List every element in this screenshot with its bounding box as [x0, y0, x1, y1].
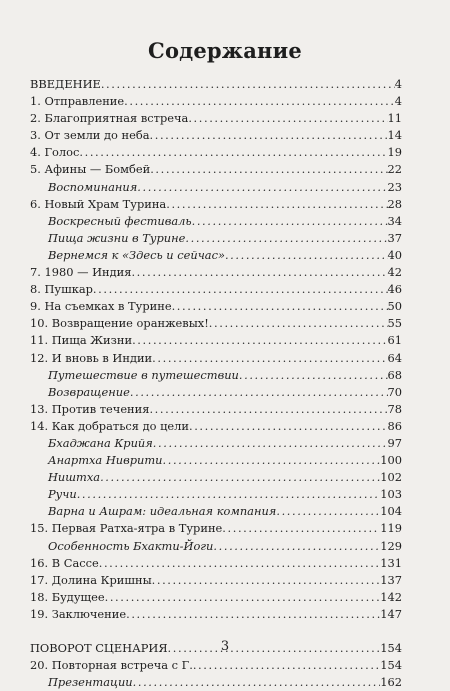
toc-leader [189, 418, 388, 435]
toc-leader [153, 435, 388, 452]
toc-page-number: 78 [387, 401, 402, 416]
toc-entry-label: Бхаджана Крийя [48, 435, 153, 450]
toc-entry-label: Ручи [48, 487, 77, 502]
toc-entry-label: Пища жизни в Турине [48, 230, 186, 245]
toc-leader [150, 127, 388, 144]
toc-leader [163, 452, 381, 469]
toc-page-number: 142 [380, 589, 402, 604]
toc-page-number: 86 [387, 418, 402, 433]
toc-entry-label: 18. Будущее [30, 589, 105, 604]
toc-leader [222, 520, 380, 537]
page-title: Содержание [148, 38, 302, 63]
toc-entry[interactable] [30, 76, 402, 93]
toc-entry-label: Анартха Ниврити [48, 453, 163, 468]
toc-leader [239, 367, 388, 384]
toc-entry-label: 20. Повторная встреча с Г. [30, 658, 193, 673]
toc-page-number: 61 [387, 333, 402, 348]
toc-page-number: 4 [394, 77, 402, 91]
toc-subentry[interactable] [30, 469, 402, 486]
toc-leader [213, 538, 380, 555]
toc-entry-label: 14. Как добраться до цели [30, 418, 189, 433]
toc-entry[interactable] [30, 350, 402, 367]
toc-entry-label: 11. Пища Жизни [30, 333, 133, 348]
toc-leader [166, 196, 387, 213]
toc-entry-label: Ништха [48, 470, 101, 485]
toc-page-number: 154 [380, 658, 402, 673]
toc-entry[interactable] [30, 572, 402, 589]
toc-entry-label: Возвращение [48, 384, 130, 399]
toc-subentry[interactable] [30, 247, 402, 264]
toc-entry-label: 19. Заключение [30, 606, 127, 621]
toc-leader [149, 401, 387, 418]
page-number: 3 [220, 639, 230, 654]
toc-entry-label: 8. Пушкар [30, 282, 93, 297]
toc-page-number: 154 [380, 641, 402, 655]
toc-leader [188, 110, 387, 127]
toc-leader [130, 384, 388, 401]
toc-page-number: 64 [387, 350, 402, 365]
toc-entry-label: Презентации [48, 675, 133, 690]
toc-entry[interactable] [30, 196, 402, 213]
toc-entry[interactable] [30, 520, 402, 537]
toc-subentry[interactable] [30, 384, 402, 401]
toc-subentry[interactable] [30, 435, 402, 452]
table-of-contents [30, 76, 402, 691]
toc-leader [79, 144, 387, 161]
toc-entry[interactable] [30, 315, 402, 332]
toc-entry-label: Воспоминания [48, 179, 138, 194]
toc-entry[interactable] [30, 555, 402, 572]
toc-leader [100, 469, 380, 486]
toc-entry[interactable] [30, 264, 402, 281]
toc-leader [126, 606, 380, 623]
toc-page-number: 97 [387, 435, 402, 450]
toc-subentry[interactable] [30, 367, 402, 384]
toc-leader [105, 589, 381, 606]
toc-subentry[interactable] [30, 674, 402, 691]
toc-page-number: 103 [380, 487, 402, 502]
toc-leader [133, 674, 381, 691]
toc-leader [101, 76, 395, 93]
toc-page-number: 4 [394, 94, 402, 109]
toc-entry-label: 13. Против течения [30, 401, 150, 416]
toc-page-number: 131 [380, 555, 402, 570]
toc-entry[interactable] [30, 127, 402, 144]
toc-page-number: 14 [387, 128, 402, 143]
toc-subentry[interactable] [30, 179, 402, 196]
toc-subentry[interactable] [30, 452, 402, 469]
toc-entry-label: 12. И вновь в Индии [30, 350, 153, 365]
toc-entry-label: 7. 1980 — Индия [30, 265, 132, 280]
toc-entry[interactable] [30, 144, 402, 161]
toc-page-number: 23 [387, 179, 402, 194]
toc-subentry[interactable] [30, 538, 402, 555]
toc-leader [185, 230, 387, 247]
toc-leader [77, 486, 381, 503]
toc-entry-label: Особенность Бхакти-Йоги [48, 538, 214, 553]
toc-page-number: 22 [387, 162, 402, 177]
toc-entry-label: ПОВОРОТ СЦЕНАРИЯ [30, 641, 168, 655]
toc-leader [193, 657, 380, 674]
toc-subentry[interactable] [30, 213, 402, 230]
toc-leader [152, 350, 387, 367]
toc-entry-label: 10. Возвращение оранжевых! [30, 316, 209, 331]
toc-entry-label: 4. Голос [30, 145, 80, 160]
toc-entry[interactable] [30, 110, 402, 127]
toc-page-number: 55 [387, 316, 402, 331]
toc-entry[interactable] [30, 161, 402, 178]
toc-page-number: 137 [380, 572, 402, 587]
toc-entry[interactable] [30, 281, 402, 298]
toc-entry-label: 17. Долина Кришны [30, 572, 152, 587]
toc-page-number: 102 [380, 470, 402, 485]
toc-page-number: 19 [387, 145, 402, 160]
toc-subentry[interactable] [30, 230, 402, 247]
toc-leader [192, 213, 388, 230]
toc-entry-label: Воскресный фестиваль [48, 213, 192, 228]
toc-leader [124, 93, 395, 110]
toc-leader [150, 161, 387, 178]
toc-page-number: 28 [387, 196, 402, 211]
toc-page-number: 46 [387, 282, 402, 297]
toc-leader [225, 247, 388, 264]
toc-entry-label: 5. Афины — Бомбей [30, 162, 151, 177]
toc-leader [93, 281, 388, 298]
toc-page-number: 70 [387, 384, 402, 399]
toc-entry[interactable] [30, 298, 402, 315]
toc-page-number: 40 [387, 247, 402, 262]
toc-entry[interactable] [30, 657, 402, 674]
toc-leader [99, 555, 381, 572]
toc-entry-label: 3. От земли до неба [30, 128, 150, 143]
toc-leader [276, 503, 380, 520]
toc-page-number: 147 [380, 606, 402, 621]
toc-leader [152, 572, 381, 589]
toc-entry[interactable] [30, 93, 402, 110]
toc-page-number: 34 [387, 213, 402, 228]
toc-subentry[interactable] [30, 486, 402, 503]
toc-entry[interactable] [30, 606, 402, 623]
toc-leader [137, 179, 387, 196]
toc-page-number: 37 [387, 230, 402, 245]
toc-entry-label: 6. Новый Храм Турина [30, 196, 167, 211]
toc-page-number: 119 [380, 521, 402, 536]
toc-page-number: 68 [387, 367, 402, 382]
toc-leader [132, 332, 387, 349]
toc-entry-label: 1. Отправление [30, 94, 125, 109]
toc-entry[interactable] [30, 589, 402, 606]
toc-leader [172, 298, 388, 315]
toc-page-number: 11 [387, 111, 402, 126]
toc-page-number: 104 [380, 504, 402, 519]
toc-entry-label: Вернемся к «Здесь и сейчас» [48, 247, 225, 262]
toc-entry-label: 9. На съемках в Турине [30, 299, 172, 314]
toc-entry[interactable] [30, 418, 402, 435]
toc-subentry[interactable] [30, 503, 402, 520]
toc-entry-label: ВВЕДЕНИЕ [30, 77, 101, 91]
toc-entry-label: Путешествие в путешествии [48, 367, 239, 382]
toc-page-number: 50 [387, 299, 402, 314]
toc-entry-label: 2. Благоприятная встреча [30, 111, 189, 126]
toc-leader [209, 315, 388, 332]
toc-page-number: 42 [387, 265, 402, 280]
toc-page-number: 129 [380, 538, 402, 553]
toc-entry[interactable] [30, 401, 402, 418]
toc-entry-label: Варна и Ашрам: идеальная компания [48, 504, 277, 519]
toc-page-number: 100 [380, 453, 402, 468]
toc-entry[interactable] [30, 332, 402, 349]
toc-page-number: 162 [380, 675, 402, 690]
toc-entry-label: 15. Первая Ратха-ятра в Турине [30, 521, 223, 536]
toc-leader [131, 264, 387, 281]
toc-entry-label: 16. В Сассе [30, 555, 99, 570]
